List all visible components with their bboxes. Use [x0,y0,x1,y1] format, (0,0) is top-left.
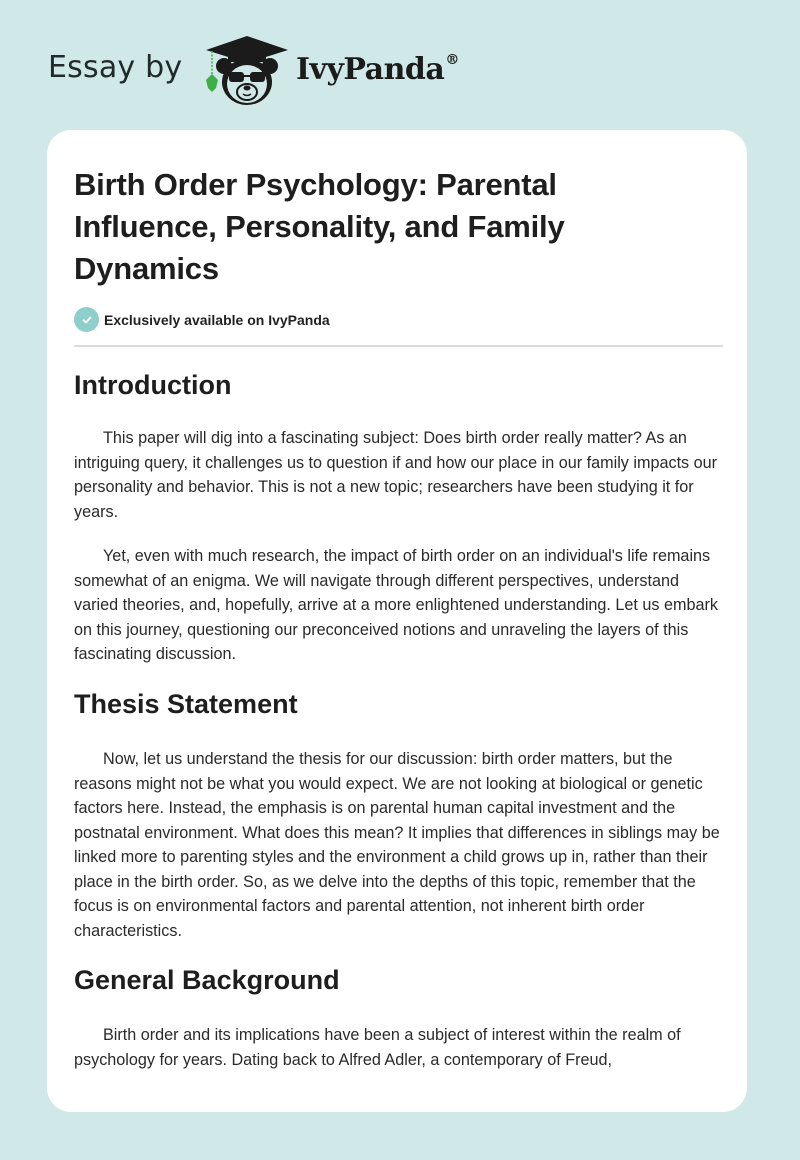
exclusive-badge [74,307,330,332]
heading-introduction: Introduction [74,370,232,400]
paragraph: Now, let us understand the thesis for our discussion: birth order matters, but the reasons might not be what you would expect. We are not looking at biological or genetic factors here. Instead, the emphasis is on parental human capital investment and the postnatal environment. What does this mean? It implies that differences in siblings may be linked more to parenting styles and the environment a child grows up in, rather than their place in the birth order. So, as we delve into the depths of this topic, remember that the focus is on environmental factors and parental attention, not inherent birth order characteristics. [74,750,720,940]
heading-thesis-statement: Thesis Statement [74,689,298,719]
brand-name[interactable] [296,52,459,87]
divider [74,345,723,347]
badge-text: Exclusively available on IvyPanda [104,311,330,328]
paragraph: This paper will dig into a fascinating subject: Does birth order really matter? As an intriguing query, it challenges us to question if and how our place in our family impacts our personality and behavior. This is not a new topic; researchers have been studying it for years. [74,429,718,521]
paragraph: Yet, even with much research, the impact of birth order on an individual's life remains somewhat of an enigma. We will navigate through different perspectives, understand varied theories, and, hopefully, arrive at a more enlightened understanding. Let us embark on this journey, questioning our preconceived notions and unraveling the layers of this fascinating discussion. [74,547,718,663]
heading-general-background: General Background [74,965,340,995]
registered-mark: ® [445,52,459,68]
brand-text: IvyPanda [296,52,445,87]
paragraph: Birth order and its implications have been a subject of interest within the realm of psychology for years. Dating back to Alfred Adler, a contemporary of Freud, [74,1026,681,1069]
essay-card [47,130,747,1112]
page-title: Birth Order Psychology: Parental Influence, Personality, and Family Dynamics [74,167,565,286]
site-header [0,0,800,130]
panda-graduate-logo-icon[interactable] [202,34,292,108]
essay-by-label: Essay by [48,50,183,85]
check-circle-icon [74,307,99,332]
